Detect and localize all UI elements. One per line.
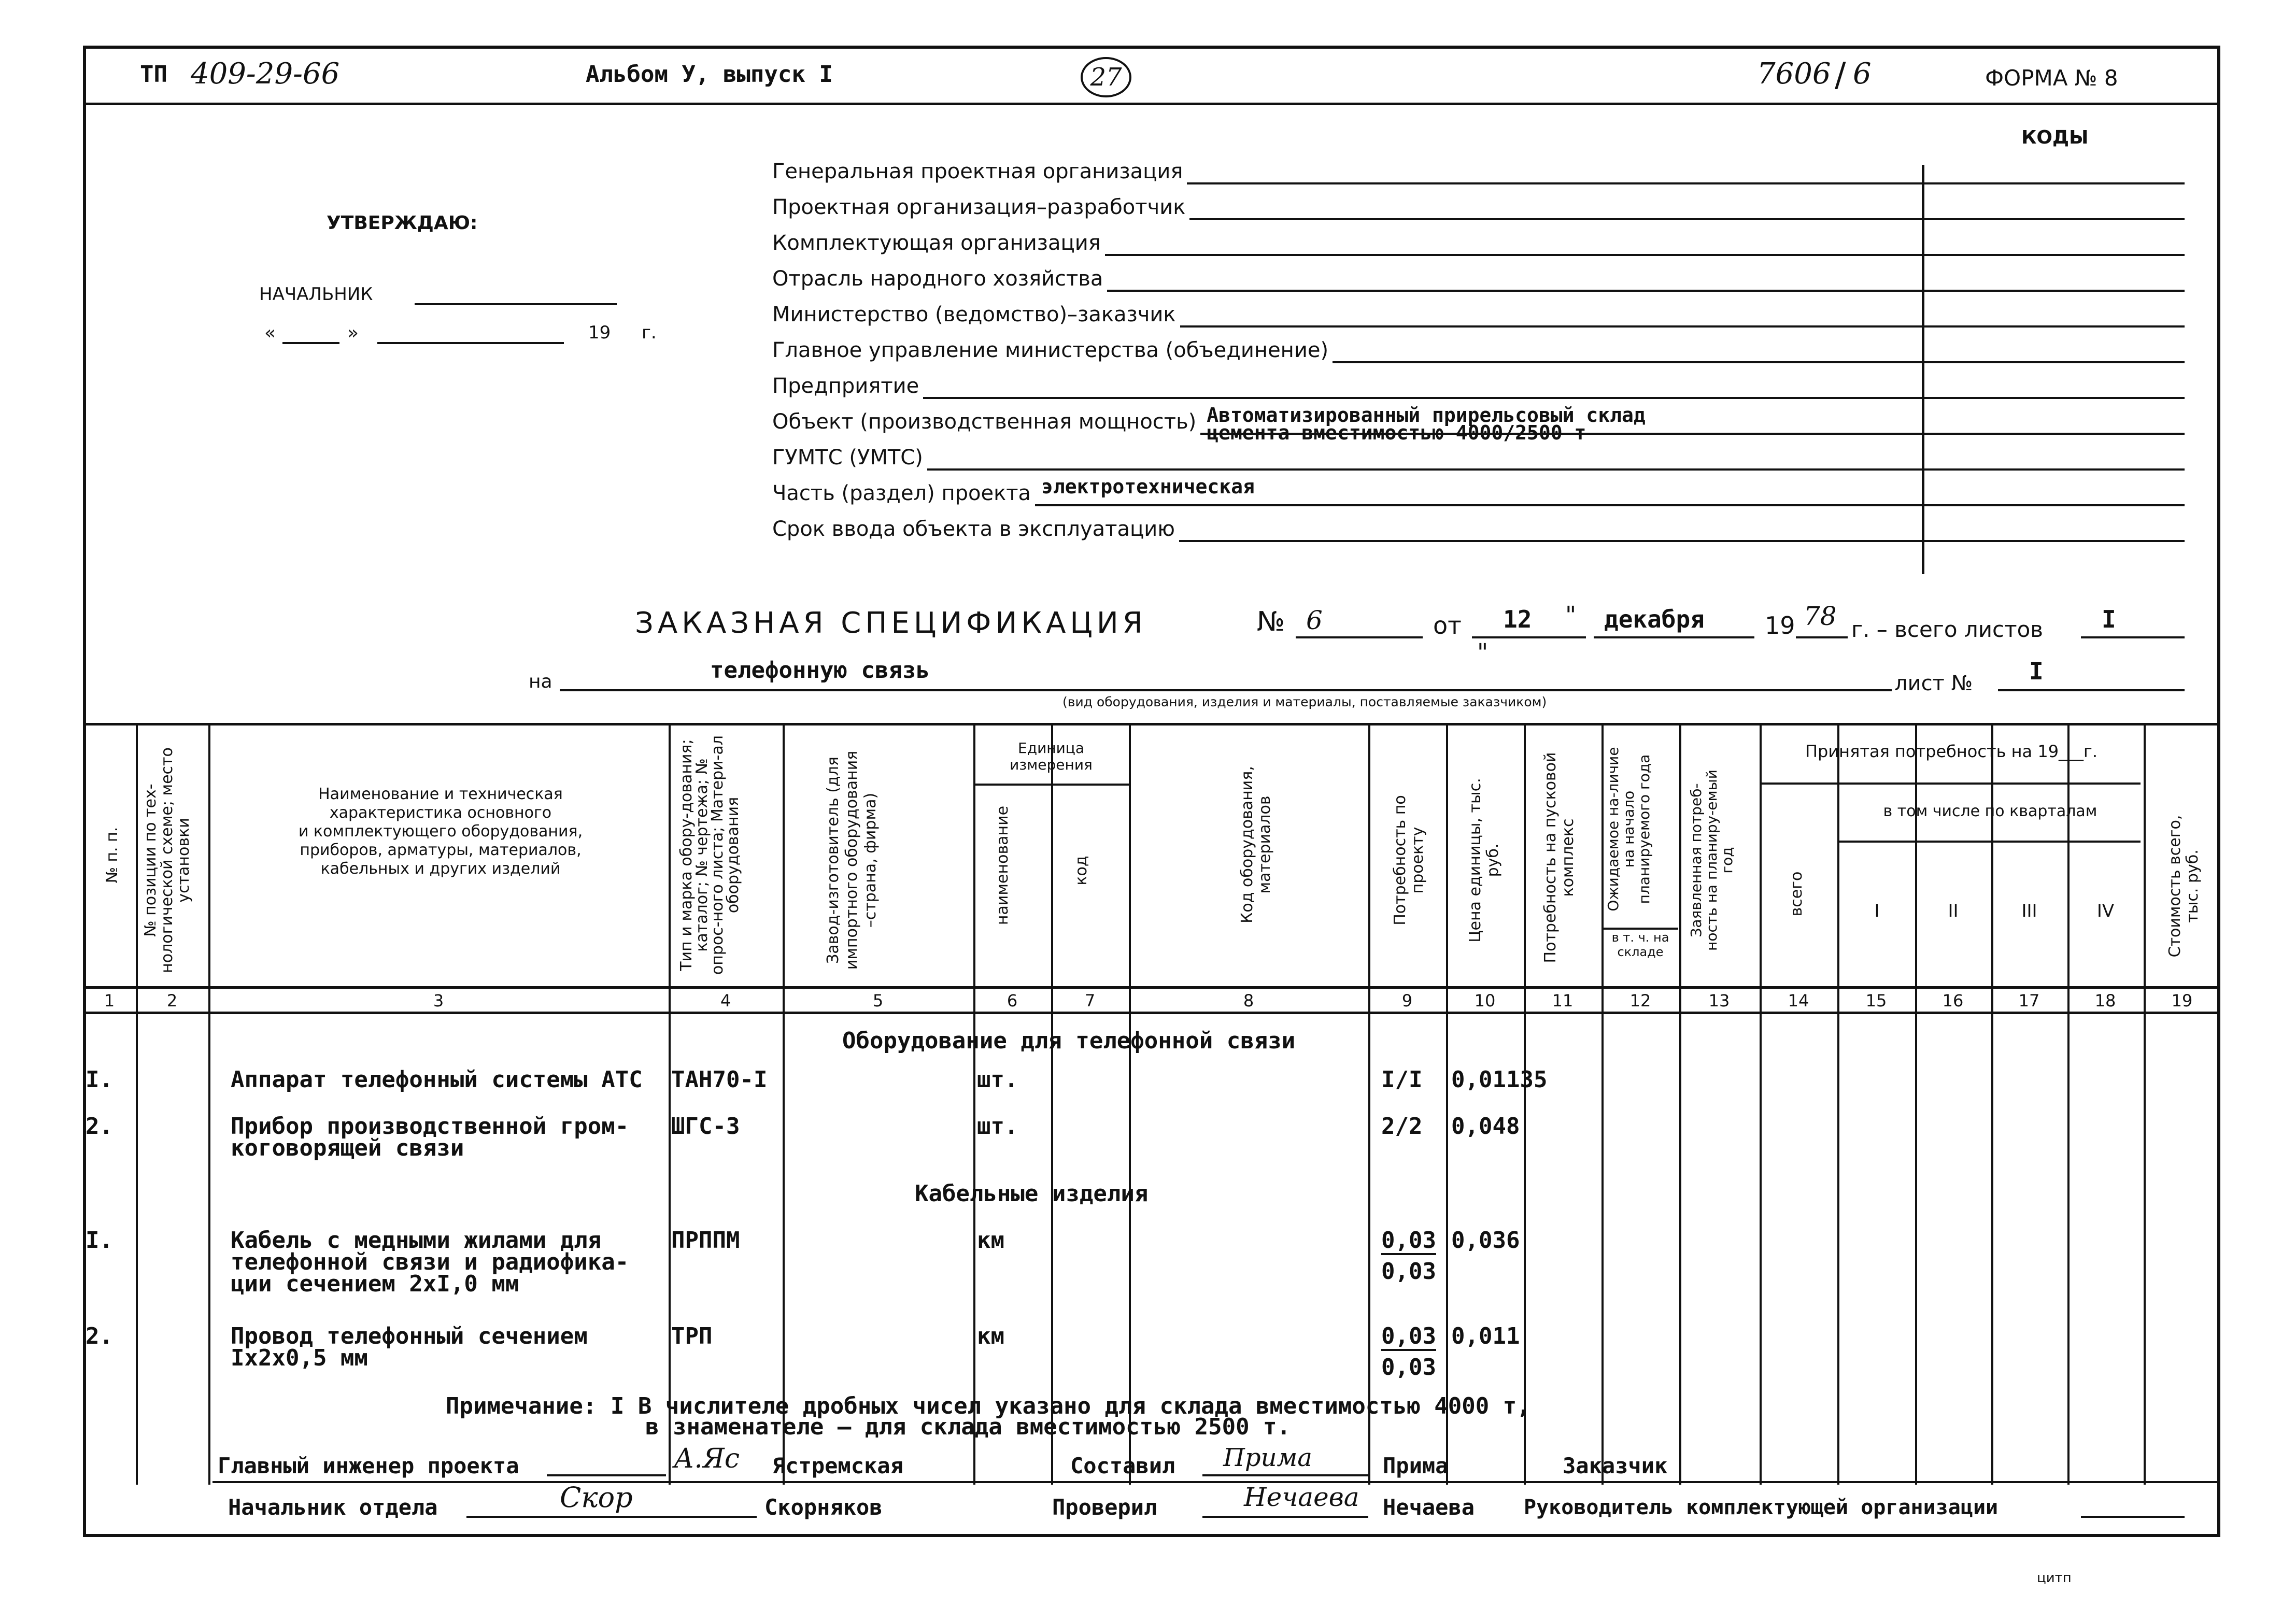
col8-header: Код оборудования, материалов (1238, 766, 1274, 923)
col14-header: всего (1788, 871, 1806, 917)
org-field-line (1180, 325, 2185, 328)
row3-type: ПРППМ (671, 1227, 740, 1254)
org-field-line (1179, 540, 2185, 542)
accepted-header: Принятая потребность на 19___г. (1805, 742, 2098, 761)
org-field-label: Генеральная проектная организация (772, 160, 1183, 183)
dept-head-name: Скорняков (764, 1495, 883, 1520)
table-column-line (1051, 723, 1053, 1485)
column-number: 5 (872, 991, 884, 1011)
row1-type: ТАН70-I (671, 1066, 768, 1093)
org-field-label: Комплектующая организация (772, 231, 1101, 255)
signature-divider (212, 1481, 2220, 1483)
column-number: 10 (1474, 991, 1496, 1011)
row3-need: 0,03 (1381, 1228, 1436, 1255)
col7-header: код (1072, 856, 1090, 886)
dept-head-label: Начальник отдела (228, 1495, 438, 1520)
approve-head: НАЧАЛЬНИК (259, 284, 373, 305)
q1-header: I (1874, 901, 1880, 921)
org-field-line (1035, 504, 2185, 506)
table-numbers-bottom (83, 1012, 2220, 1014)
org-field-label: Срок ввода объекта в эксплуатацию (772, 517, 1175, 541)
column-number: 16 (1942, 991, 1964, 1011)
unit-group-line (973, 784, 1129, 786)
table-column-line (208, 723, 210, 1485)
spec-sheets-total: I (2102, 605, 2116, 633)
spec-for-label: на (529, 671, 552, 692)
org-field-line (1107, 290, 2185, 292)
org-field-line (1187, 182, 2185, 184)
row1-need: I/I (1381, 1066, 1423, 1093)
column-number: 9 (1401, 991, 1413, 1011)
checked-signature: Нечаева (1244, 1482, 1359, 1512)
column-number: 11 (1552, 991, 1574, 1011)
row1-name: Аппарат телефонный системы АТС (231, 1066, 643, 1093)
column-number: 15 (1865, 991, 1887, 1011)
row4-need2: 0,03 (1381, 1354, 1436, 1381)
row3-name3: ции сечением 2хI,0 мм (231, 1271, 519, 1297)
column-number: 4 (720, 991, 731, 1011)
column-number: 6 (1007, 991, 1018, 1011)
approve-day-line (282, 342, 339, 344)
row4-name: Провод телефонный сечением (231, 1323, 588, 1349)
table-header-bottom (83, 986, 2220, 989)
column-number: 19 (2171, 991, 2193, 1011)
spec-year-prefix: 19 (1765, 611, 1795, 639)
row2-unit: шт. (977, 1113, 1018, 1140)
org-field-label: Часть (раздел) проекта (772, 481, 1031, 505)
table-column-line (1915, 723, 1917, 1485)
manager-label: Руководитель комплектующей организации (1524, 1496, 1999, 1519)
spec-title: ЗАКАЗНАЯ СПЕЦИФИКАЦИЯ (635, 606, 1147, 640)
spec-no-line (1296, 636, 1423, 638)
table-column-line (1601, 723, 1604, 1485)
approve-year-suffix: г. (642, 322, 657, 343)
table-column-line (1679, 723, 1681, 1485)
q2-header: II (1948, 901, 1959, 921)
org-field-line (1333, 361, 2185, 363)
spec-day: 12 (1503, 605, 1532, 633)
spec-sheet-no: I (2029, 657, 2044, 685)
col11-header: Потребность на пусковой комплекс (1541, 752, 1577, 963)
row4-price: 0,011 (1451, 1323, 1520, 1349)
col9-header: Потребность по проекту (1391, 795, 1427, 926)
org-field-label: ГУМТС (УМТС) (772, 446, 923, 469)
checked-name: Нечаева (1383, 1495, 1475, 1520)
table-column-line (1524, 723, 1526, 1485)
doc-number-sub: 6 (1853, 57, 1872, 91)
doc-number: 7606 (1757, 57, 1831, 91)
spec-quote: " (1565, 601, 1577, 629)
customer-label: Заказчик (1563, 1453, 1668, 1478)
approve-head-line (415, 303, 617, 305)
table-top-line (83, 723, 2220, 725)
column-number: 12 (1629, 991, 1651, 1011)
table-column-line (136, 723, 138, 1485)
org-field-label: Проектная организация–разработчик (772, 195, 1186, 219)
spec-for-line (560, 689, 1892, 691)
footer-mark: цитп (2037, 1570, 2072, 1586)
col13-header: Заявленная потреб-ность на планиру-емый год (1688, 770, 1736, 951)
row1-price: 0,01135 (1451, 1066, 1548, 1093)
chief-engineer-signature: А.Яс (674, 1443, 740, 1474)
col10-header: Цена единицы, тыс. руб. (1466, 778, 1502, 943)
note-line1: Примечание: I В числителе дробных чисел указано для склада вместимостью 4000 т, (446, 1393, 1530, 1419)
table-column-line (1368, 723, 1370, 1485)
org-field-label: Главное управление министерства (объединение) (772, 338, 1329, 362)
forma-label: ФОРМА № 8 (1985, 65, 2118, 91)
approve-month-line (377, 342, 564, 344)
row2-name: Прибор производственной гром- (231, 1113, 629, 1140)
checked-label: Проверил (1052, 1495, 1157, 1520)
column-number: 18 (2094, 991, 2116, 1011)
spec-month: декабря (1604, 605, 1705, 633)
column-number: 17 (2018, 991, 2040, 1011)
table-column-line (1837, 723, 1839, 1485)
manager-line (2081, 1516, 2185, 1518)
note-line2: в знаменателе – для склада вместимостью 2500 т. (645, 1414, 1291, 1440)
doc-number-slash: / (1835, 56, 1846, 94)
column-number: 2 (166, 991, 178, 1011)
org-field-value: электротехническая (1041, 475, 1255, 498)
org-field-label: Объект (производственная мощность) (772, 410, 1197, 434)
tp-number: 409-29-66 (191, 57, 340, 91)
table-column-line (1760, 723, 1762, 1485)
column-number: 1 (104, 991, 115, 1011)
quarters-line (1837, 841, 2141, 843)
spec-sheet-line (1998, 689, 2185, 691)
table-column-line (1446, 723, 1448, 1485)
approve-quote-close: » (347, 322, 359, 344)
section-equipment: Оборудование для телефонной связи (842, 1028, 1296, 1054)
row4-need: 0,03 (1381, 1324, 1436, 1351)
approve-quote-open: « (264, 322, 276, 344)
spec-for-value: телефонную связь (710, 657, 930, 684)
spec-year: 78 (1804, 601, 1837, 631)
dept-head-signature: Скор (560, 1481, 633, 1514)
row3-n: I. (86, 1227, 113, 1254)
column-number: 13 (1708, 991, 1730, 1011)
row4-unit: км (977, 1323, 1004, 1349)
spec-hint: (вид оборудования, изделия и материалы, поставляемые заказчиком) (1062, 694, 1547, 709)
org-field-line (927, 468, 2185, 471)
spec-from-label: от (1433, 611, 1462, 639)
tp-label: ТП (140, 61, 167, 88)
row1-n: I. (86, 1066, 113, 1093)
table-column-line (1129, 723, 1131, 1485)
column-number: 14 (1788, 991, 1809, 1011)
checked-line (1202, 1516, 1368, 1518)
row2-need: 2/2 (1381, 1113, 1423, 1140)
chief-engineer-label: Главный инженер проекта (218, 1453, 519, 1478)
col3-header: Наименование и техническая характеристика основного и комплектующего оборудования, приборов, арматуры, материалов, кабельных и других изделий (298, 785, 583, 878)
table-column-line (973, 723, 975, 1485)
row3-price: 0,036 (1451, 1227, 1520, 1254)
spec-year-suffix: г. – всего листов (1851, 617, 2044, 642)
col6-header: наименование (994, 805, 1012, 926)
row3-name: Кабель с медными жилами для (231, 1227, 602, 1254)
compiled-line (1202, 1474, 1368, 1476)
col2-header: № позиции по тех-нологической схеме; место установки (141, 747, 193, 973)
spec-year-line (1796, 636, 1848, 638)
codes-label: КОДЫ (2021, 127, 2089, 148)
spec-day-line (1472, 636, 1586, 638)
org-field-value: Автоматизированный прирельсовый склад (1207, 404, 1646, 426)
org-field-label: Предприятие (772, 374, 919, 398)
table-column-line (2144, 723, 2146, 1485)
col5-header: Завод-изготовитель (для импортного оборудования –страна, фирма) (824, 750, 880, 970)
approve-year-prefix: 19 (588, 322, 611, 343)
table-column-line (2067, 723, 2070, 1485)
org-field-label: Отрасль народного хозяйства (772, 267, 1103, 291)
row3-unit: км (977, 1227, 1004, 1254)
org-field-line (1105, 254, 2185, 256)
spec-no-label: № (1257, 606, 1285, 637)
compiled-signature: Прима (1223, 1443, 1312, 1472)
quarters-header: в том числе по кварталам (1883, 802, 2097, 820)
row4-name2: Iх2х0,5 мм (231, 1345, 368, 1371)
row2-type: ШГС-3 (671, 1113, 740, 1140)
q4-header: IV (2096, 901, 2115, 921)
sheet-circle: 27 (1081, 57, 1131, 97)
org-field-label: Министерство (ведомство)–заказчик (772, 303, 1176, 326)
col12-header: Ожидаемое на-личие на начало планируемого года (1605, 747, 1653, 912)
col12b-header: в т. ч. на складе (1611, 930, 1669, 959)
column-number: 3 (433, 991, 444, 1011)
spec-sheet-label: лист № (1894, 672, 1973, 695)
row4-n: 2. (86, 1323, 113, 1349)
row3-name2: телефонной связи и радиофика- (231, 1249, 629, 1275)
org-field-value2: цемента вместимостью 4000/2500 т (1207, 421, 1586, 444)
table-column-line (1991, 723, 1993, 1485)
row4-type: ТРП (671, 1323, 713, 1349)
top-bar-divider (83, 103, 2220, 105)
row1-unit: шт. (977, 1066, 1018, 1093)
compiled-name: Прима (1383, 1453, 1449, 1478)
accepted-line (1760, 782, 2141, 785)
spec-quote2: " (1477, 638, 1489, 666)
org-field-line (1189, 218, 2185, 220)
row2-name2: коговорящей связи (231, 1135, 464, 1161)
codes-divider (1922, 165, 1924, 574)
row2-price: 0,048 (1451, 1113, 1520, 1140)
col4-header: Тип и марка обору-дования; каталог; № чертежа; № опрос-ного листа; Матери-ал оборудования (677, 735, 742, 975)
org-field-line (923, 397, 2185, 399)
chief-engineer-name: Ястремская (772, 1453, 903, 1478)
column-number: 8 (1243, 991, 1254, 1011)
table-column-line (783, 723, 785, 1485)
q3-header: III (2021, 901, 2037, 921)
table-column-line (669, 723, 671, 1485)
column-number: 7 (1084, 991, 1096, 1011)
approve-title: УТВЕРЖДАЮ: (327, 212, 478, 234)
compiled-label: Составил (1070, 1453, 1175, 1478)
c12-sub-line (1601, 928, 1678, 930)
row3-need2: 0,03 (1381, 1258, 1436, 1285)
section-cables: Кабельные изделия (915, 1180, 1149, 1207)
row2-n: 2. (86, 1113, 113, 1140)
dept-head-line (466, 1516, 757, 1518)
col1-header: № п. п. (103, 827, 121, 884)
spec-no: 6 (1306, 605, 1323, 635)
col19-header: Стоимость всего, тыс. руб. (2166, 815, 2202, 958)
spec-sheets-line (2081, 636, 2185, 638)
chief-engineer-line (547, 1474, 666, 1476)
spec-month-line (1594, 636, 1754, 638)
album-label: Альбом У, выпуск I (586, 61, 833, 88)
unit-group-header: Единица измерения (1010, 739, 1093, 773)
